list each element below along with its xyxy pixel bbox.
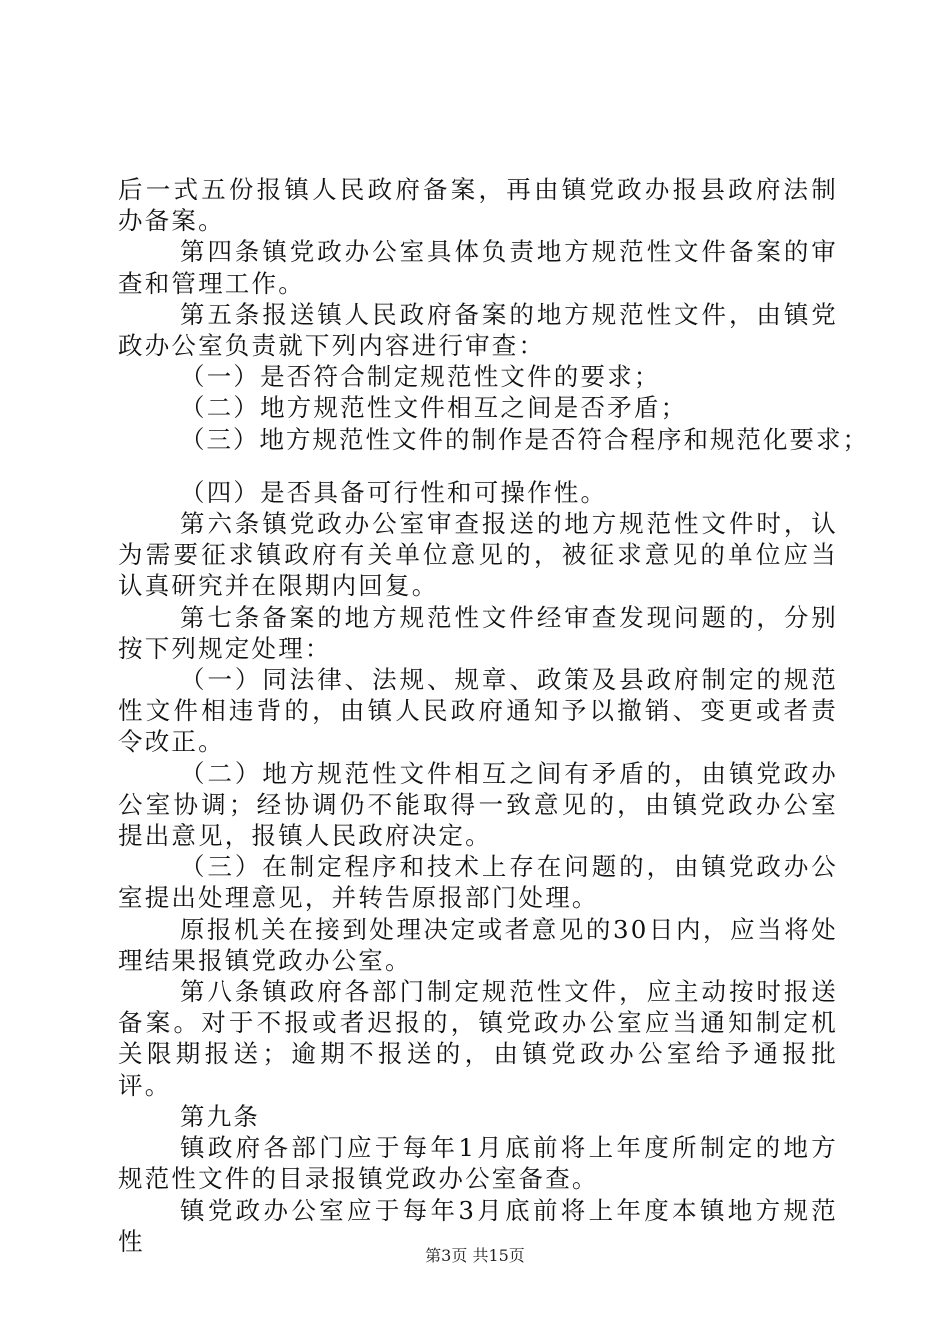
- paragraph-item-3: （三）地方规范性文件的制作是否符合程序和规范化要求；: [180, 424, 869, 454]
- paragraph-1: 后一式五份报镇人民政府备案，再由镇党政办报县政府法制办备案。: [118, 175, 838, 236]
- paragraph-article-9-heading: 第九条: [180, 1101, 261, 1131]
- paragraph-article-8: 第八条镇政府各部门制定规范性文件，应主动按时报送备案。对于不报或者迟报的，镇党政办公室应当通知制定机关限期报送；逾期不报送的，由镇党政办公室给予通报批评。: [118, 977, 838, 1100]
- paragraph-result-report: 原报机关在接到处理决定或者意见的30日内，应当将处理结果报镇党政办公室。: [118, 914, 838, 975]
- paragraph-item-2: （二）地方规范性文件相互之间是否矛盾；: [180, 393, 688, 423]
- paragraph-article-7-item-3: （三）在制定程序和技术上存在问题的，由镇党政办公室提出处理意见，并转告原报部门处理。: [118, 852, 838, 913]
- paragraph-article-4: 第四条镇党政办公室具体负责地方规范性文件备案的审查和管理工作。: [118, 237, 838, 298]
- paragraph-article-9-2: 镇党政办公室应于每年3月底前将上年度本镇地方规范性: [118, 1195, 838, 1256]
- page-number-footer: 第3页 共15页: [425, 1246, 525, 1265]
- paragraph-item-1: （一）是否符合制定规范性文件的要求；: [180, 362, 661, 392]
- paragraph-article-7: 第七条备案的地方规范性文件经审查发现问题的，分别按下列规定处理：: [118, 602, 838, 663]
- document-body: [118, 174, 869, 1257]
- paragraph-article-7-item-1: （一）同法律、法规、规章、政策及县政府制定的规范性文件相违背的，由镇人民政府通知予以撤销、变更或者责令改正。: [118, 665, 838, 757]
- paragraph-article-9-1: 镇政府各部门应于每年1月底前将上年度所制定的地方规范性文件的目录报镇党政办公室备查。: [118, 1133, 838, 1194]
- paragraph-article-6: 第六条镇党政办公室审查报送的地方规范性文件时，认为需要征求镇政府有关单位意见的，被征求意见的单位应当认真研究并在限期内回复。: [118, 509, 838, 601]
- paragraph-article-5: 第五条报送镇人民政府备案的地方规范性文件，由镇党政办公室负责就下列内容进行审查：: [118, 299, 838, 361]
- paragraph-article-7-item-2: （二）地方规范性文件相互之间有矛盾的，由镇党政办公室协调；经协调仍不能取得一致意见的，由镇党政办公室提出意见，报镇人民政府决定。: [118, 758, 838, 851]
- paragraph-item-4: （四）是否具备可行性和可操作性。: [180, 477, 608, 507]
